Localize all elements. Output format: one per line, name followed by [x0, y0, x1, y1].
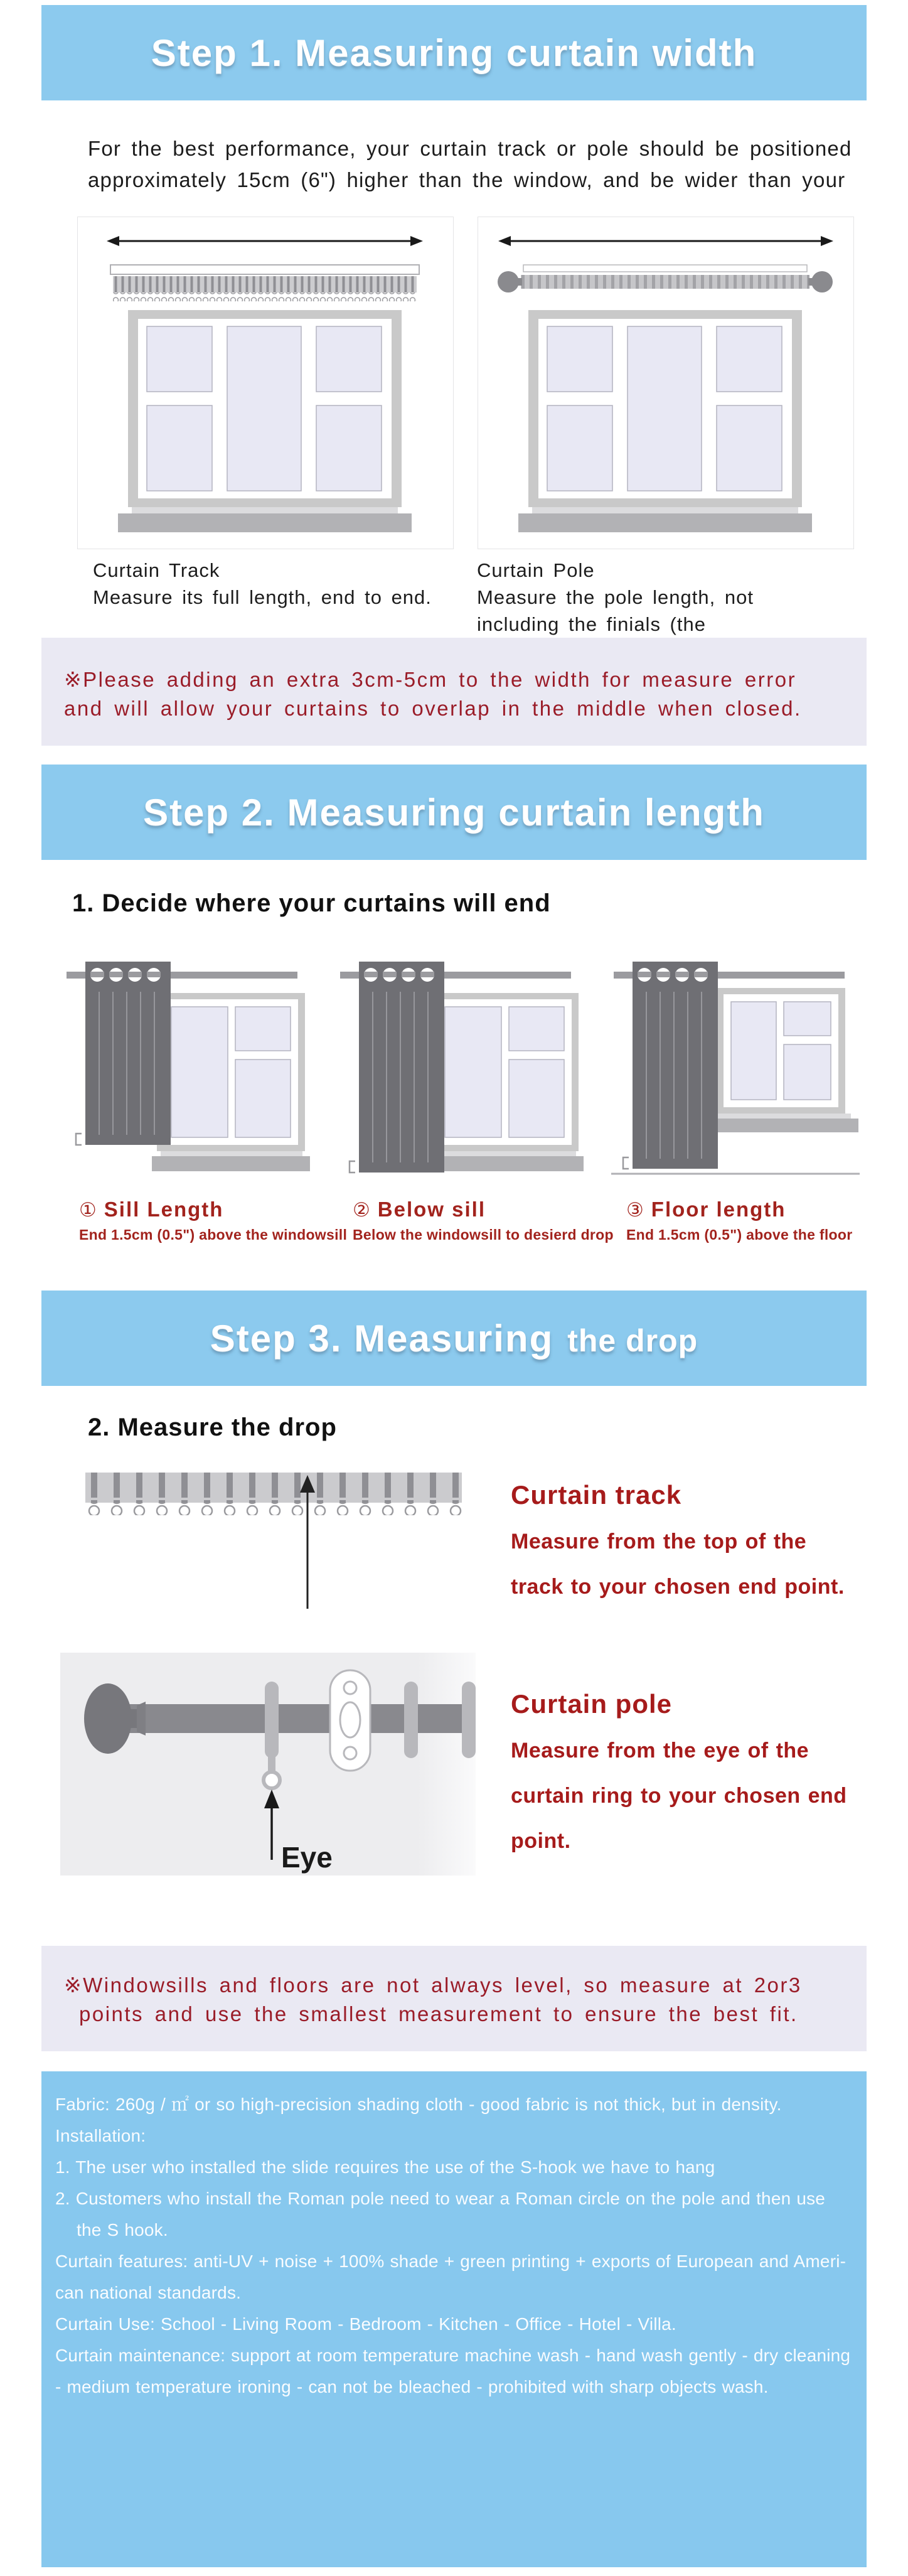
wall-bracket — [330, 1670, 370, 1771]
step1-figures — [77, 217, 908, 549]
width-note-line-1: ※Please adding an extra 3cm-5cm to the width for measure error — [64, 668, 797, 691]
track-drop-line-1: Measure from the top of the — [511, 1530, 807, 1554]
product-info-box — [41, 2071, 867, 2567]
step1-intro-text — [88, 133, 908, 196]
step2-header-title: Step 2. Measuring curtain length — [143, 791, 765, 834]
curtain-ring — [462, 1682, 476, 1758]
width-measure-arrow-icon — [498, 236, 833, 246]
curtain-pole-graphic — [498, 265, 833, 292]
window-graphic — [704, 988, 858, 1132]
curtain-pole-drop-figure — [60, 1653, 487, 1876]
step1-header-band — [41, 5, 867, 100]
option-label — [79, 1197, 348, 1244]
eye-ring — [264, 1772, 280, 1788]
curtain-length-options — [63, 953, 908, 1244]
width-measure-arrow-icon — [107, 236, 423, 246]
curtain-track-window-figure — [78, 217, 453, 549]
step2-header-band — [41, 765, 867, 860]
info-maintenance: Curtain maintenance: support at room temperature machine wash - hand wash gently - dry cleaning — [55, 2346, 851, 2365]
track-drop-line-2: track to your chosen end point. — [511, 1575, 845, 1599]
finial — [84, 1683, 132, 1754]
level-note-line-1: ※Windowsills and floors are not always level, so measure at 2or3 — [64, 1973, 802, 1997]
option-number: ③ — [626, 1199, 645, 1221]
intro-line-1: For the best performance, your curtain track or pole should be positioned — [88, 137, 852, 160]
curtain-panel-graphic — [633, 962, 718, 1169]
level-note-line-2: points and use the smallest measurement to ensure the best fit. — [79, 2002, 798, 2026]
info-maintenance-2: - medium temperature ironing - can not be bleached - prohibited with sharp objects wash. — [55, 2377, 769, 2396]
step2-subheading: 1. Decide where your curtains will end — [72, 889, 551, 917]
right-finial — [811, 271, 833, 292]
floor-length-figure — [610, 953, 861, 1186]
below-sill-figure — [336, 953, 587, 1186]
curtain-measuring-guide-page — [0, 5, 908, 2576]
curtain-track-figure-panel — [77, 217, 454, 549]
pole-caption — [477, 557, 754, 638]
curtain-track-drop-figure — [60, 1468, 487, 1615]
measure-bracket-icon — [350, 1161, 355, 1173]
track-drop-title: Curtain track — [511, 1480, 682, 1510]
pole-caption-line-2: including the finials (the — [477, 613, 706, 635]
window-graphic — [425, 993, 584, 1171]
pole-drop-line-2: curtain ring to your chosen end — [511, 1784, 847, 1808]
option-title: Sill Length — [104, 1198, 224, 1221]
option-label — [626, 1197, 861, 1244]
info-install-2b: the S hook. — [77, 2220, 168, 2240]
info-features: Curtain features: anti-UV + noise + 100% shade + green printing + exports of European and Ameri- — [55, 2251, 847, 2271]
option-title: Below sill — [377, 1198, 486, 1221]
track-caption-title: Curtain Track — [93, 559, 220, 581]
step1-header-title: Step 1. Measuring curtain width — [151, 31, 757, 74]
measure-bracket-icon — [76, 1134, 82, 1145]
measure-pole-row — [60, 1653, 908, 1876]
pole-caption-title: Curtain Pole — [477, 559, 595, 581]
option-title: Floor length — [651, 1198, 786, 1221]
pole-drop-text — [511, 1688, 847, 1876]
window-graphic — [518, 310, 812, 532]
option-label — [353, 1197, 614, 1244]
curtain-ring-with-eye — [264, 1682, 280, 1788]
pole-drop-title: Curtain pole — [511, 1689, 673, 1719]
info-features-2: can national standards. — [55, 2283, 242, 2302]
pole-drop-line-1: Measure from the eye of the — [511, 1739, 809, 1763]
curtain-panel-graphic — [85, 962, 171, 1145]
track-caption — [93, 557, 477, 638]
window-graphic — [152, 993, 310, 1171]
step3-header-title: Step 3. Measuring — [210, 1317, 554, 1360]
info-install-2: 2. Customers who install the Roman pole need to wear a Roman circle on the pole and then use — [55, 2189, 826, 2208]
info-install-1: 1. The user who installed the slide requires the use of the S-hook we have to hang — [55, 2157, 715, 2177]
step3-header-band — [41, 1291, 867, 1386]
option-floor-length — [610, 953, 861, 1244]
sill-length-figure — [63, 953, 314, 1186]
info-use: Curtain Use: School - Living Room - Bedroom - Kitchen - Office - Hotel - Villa. — [55, 2314, 676, 2334]
curtain-ring — [404, 1682, 418, 1758]
info-fabric: Fabric: 260g / ㎡ or so high-precision shading cloth - good fabric is not thick, but in density. — [55, 2095, 782, 2114]
pole-caption-line-1: Measure the pole length, not — [477, 586, 754, 608]
measure-bracket-icon — [623, 1157, 629, 1169]
curtain-track-graphic — [110, 265, 419, 301]
step3-subheading: 2. Measure the drop — [88, 1414, 337, 1441]
pole-drop-line-3: point. — [511, 1829, 571, 1853]
left-finial — [498, 271, 519, 292]
width-note — [41, 638, 867, 746]
level-note — [41, 1946, 867, 2051]
option-sill-length — [63, 953, 348, 1244]
pole-drop-body — [511, 1728, 847, 1864]
track-drop-text — [511, 1479, 845, 1615]
width-note-line-2: and will allow your curtains to overlap in the middle when closed. — [64, 697, 802, 720]
window-graphic — [118, 310, 412, 532]
step3-header-subtitle: the drop — [567, 1323, 698, 1358]
curtain-track-graphic — [85, 1473, 462, 1515]
option-desc: End 1.5cm (0.5") above the floor — [626, 1226, 853, 1243]
info-installation: Installation: — [55, 2126, 146, 2145]
step1-captions — [93, 557, 908, 638]
curtain-pole-window-figure — [478, 217, 853, 549]
option-below-sill — [336, 953, 614, 1244]
track-caption-line: Measure its full length, end to end. — [93, 586, 432, 608]
curtain-panel-graphic — [359, 962, 444, 1173]
curtain-pole-figure-panel — [478, 217, 854, 549]
option-number: ① — [79, 1199, 98, 1221]
option-desc: Below the windowsill to desierd drop — [353, 1226, 614, 1243]
track-drop-body — [511, 1519, 845, 1609]
intro-line-2: approximately 15cm (6") higher than the window, and be wider than your — [88, 168, 846, 191]
option-desc: End 1.5cm (0.5") above the windowsill — [79, 1226, 348, 1243]
eye-label: Eye — [281, 1841, 333, 1874]
option-number: ② — [353, 1199, 371, 1221]
measure-track-row — [60, 1468, 908, 1615]
